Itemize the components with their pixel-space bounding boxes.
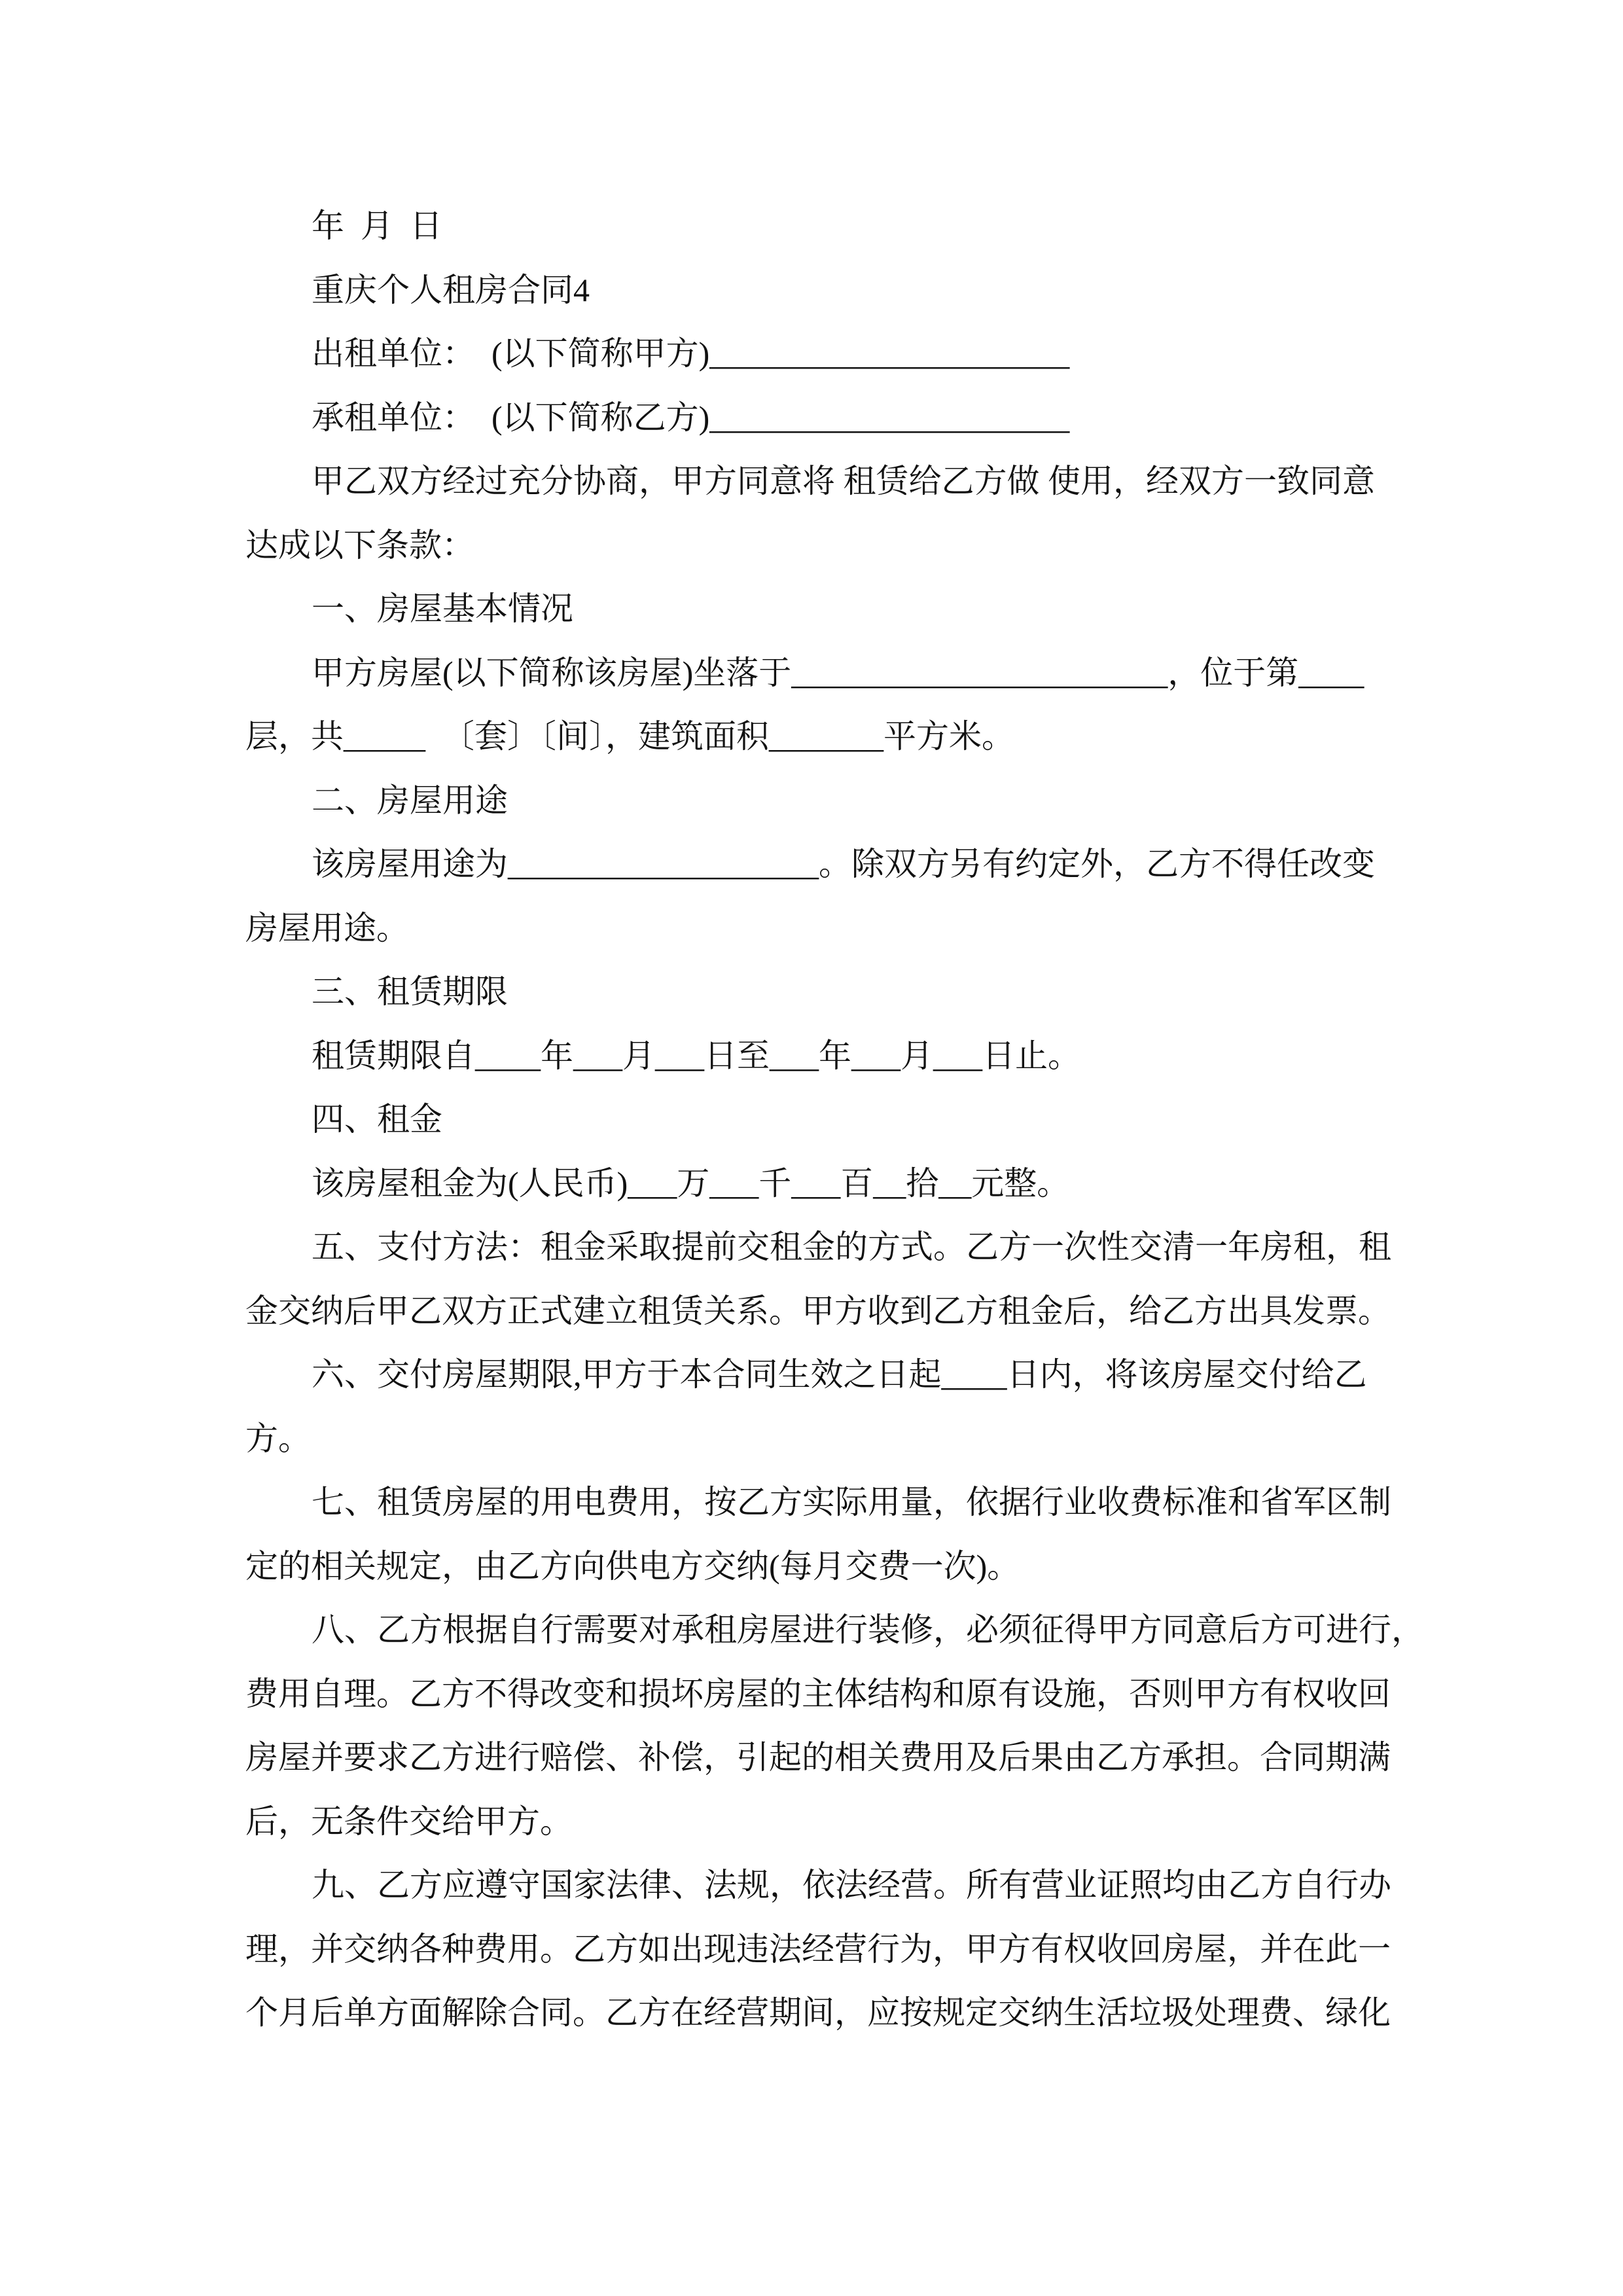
text-line: 理，并交纳各种费用。乙方如出现违法经营行为，甲方有权收回房屋，并在此一 [245, 1930, 1391, 1967]
text-line: 该房屋租金为(人民币)___万___千___百__拾__元整。 [312, 1164, 1070, 1202]
contract-page-body [245, 194, 1424, 2045]
text-line: 达成以下条款： [245, 526, 474, 564]
text-line: 三、租赁期限 [312, 973, 508, 1010]
text-line: 出租单位： (以下简称甲方)______________________ [312, 335, 1070, 372]
text-line: 层，共_____ 〔套〕〔间〕，建筑面积_______平方米。 [245, 718, 1014, 755]
text-line: 甲方房屋(以下简称该房屋)坐落于_______________________，位于第____ [312, 654, 1364, 691]
text-line: 房屋并要求乙方进行赔偿、补偿，引起的相关费用及后果由乙方承担。合同期满 [245, 1739, 1391, 1776]
text-line: 费用自理。乙方不得改变和损坏房屋的主体结构和原有设施，否则甲方有权收回 [245, 1675, 1391, 1712]
text-line: 租赁期限自____年___月___日至___年___月___日止。 [312, 1037, 1080, 1074]
text-line: 九、乙方应遵守国家法律、法规，依法经营。所有营业证照均由乙方自行办 [312, 1867, 1391, 1903]
text-line: 该房屋用途为___________________。除双方另有约定外，乙方不得任改变 [312, 846, 1375, 882]
text-line: 二、房屋用途 [312, 781, 508, 819]
text-line: 金交纳后甲乙双方正式建立租赁关系。甲方收到乙方租金后，给乙方出具发票。 [245, 1292, 1391, 1329]
text-line: 一、房屋基本情况 [312, 590, 573, 627]
text-line: 房屋用途。 [245, 909, 409, 946]
text-line: 方。 [245, 1420, 311, 1457]
text-line: 五、支付方法：租金采取提前交租金的方式。乙方一次性交清一年房租，租 [312, 1229, 1391, 1265]
text-line: 八、乙方根据自行需要对承租房屋进行装修，必须征得甲方同意后方可进行， [312, 1611, 1424, 1648]
text-line: 六、交付房屋期限,甲方于本合同生效之日起____日内，将该房屋交付给乙 [312, 1356, 1367, 1393]
text-line: 四、租金 [312, 1101, 442, 1138]
text-line: 年 月 日 [312, 207, 442, 244]
text-line: 后，无条件交给甲方。 [245, 1803, 573, 1840]
text-line: 定的相关规定，由乙方向供电方交纳(每月交费一次)。 [245, 1547, 1020, 1585]
text-line: 承租单位： (以下简称乙方)______________________ [312, 399, 1070, 436]
text-line: 重庆个人租房合同4 [312, 271, 590, 308]
text-line: 甲乙双方经过充分协商，甲方同意将 租赁给乙方做 使用，经双方一致同意 [312, 463, 1375, 499]
text-line: 七、租赁房屋的用电费用，按乙方实际用量，依据行业收费标准和省军区制 [312, 1484, 1391, 1520]
text-line: 个月后单方面解除合同。乙方在经营期间，应按规定交纳生活垃圾处理费、绿化 [245, 1994, 1391, 2031]
